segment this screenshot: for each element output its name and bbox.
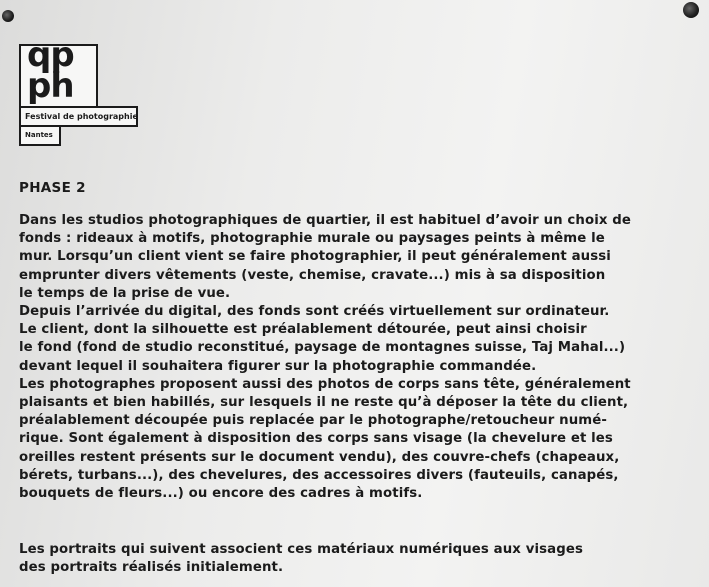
logo-festival-label: Festival de photographie bbox=[19, 106, 138, 127]
logo-letters-top: qp bbox=[27, 35, 74, 75]
text-line: oreilles restent présents sur le document vendu), des couvre-chefs (chapeaux, bbox=[19, 449, 620, 465]
text-line: fonds : rideaux à motifs, photographie murale ou paysages peints à même le bbox=[19, 231, 605, 247]
body-paragraph bbox=[19, 212, 709, 503]
text-line: mur. Lorsqu’un client vient se faire photographier, il peut généralement aussi bbox=[19, 249, 611, 265]
text-line: Dans les studios photographiques de quartier, il est habituel d’avoir un choix de bbox=[19, 213, 632, 228]
text-line: préalablement découpée puis replacée par le photographe/retoucheur numé- bbox=[19, 413, 607, 429]
text-line: plaisants et bien habillés, sur lesquels il ne reste qu’à déposer la tête du client, bbox=[19, 395, 629, 411]
text-line: emprunter divers vêtements (veste, chemise, cravate...) mis à sa disposition bbox=[19, 267, 606, 283]
text-line: le fond (fond de studio reconstitué, paysage de montagnes suisse, Taj Mahal...) bbox=[19, 340, 626, 356]
text-line: Les photographes proposent aussi des photos de corps sans tête, généralement bbox=[19, 376, 631, 392]
text-line: rique. Sont également à disposition des corps sans visage (la chevelure et les bbox=[19, 431, 613, 447]
logo-letters-bottom: ph bbox=[27, 66, 74, 106]
text-line: Le client, dont la silhouette est préalablement détourée, peut ainsi choisir bbox=[19, 322, 587, 338]
closing-paragraph bbox=[19, 541, 709, 577]
phase-heading: PHASE 2 bbox=[19, 180, 86, 196]
logo-city-label: Nantes bbox=[19, 125, 61, 146]
text-line: bouquets de fleurs...) ou encore des cadres à motifs. bbox=[19, 486, 423, 502]
text-line: devant lequel il souhaitera figurer sur la photographie commandée. bbox=[19, 358, 537, 374]
text-line: le temps de la prise de vue. bbox=[19, 285, 231, 301]
pushpin-icon bbox=[2, 10, 14, 22]
text-line: bérets, turbans...), des chevelures, des accessoires divers (fauteuils, canapés, bbox=[19, 467, 619, 483]
text-line: Depuis l’arrivée du digital, des fonds sont créés virtuellement sur ordinateur. bbox=[19, 304, 610, 320]
pushpin-icon bbox=[683, 2, 699, 18]
text-line: des portraits réalisés initialement. bbox=[19, 560, 284, 576]
logo-monogram bbox=[27, 35, 74, 106]
logo bbox=[19, 35, 98, 107]
text-line: Les portraits qui suivent associent ces matériaux numériques aux visages bbox=[19, 542, 583, 557]
